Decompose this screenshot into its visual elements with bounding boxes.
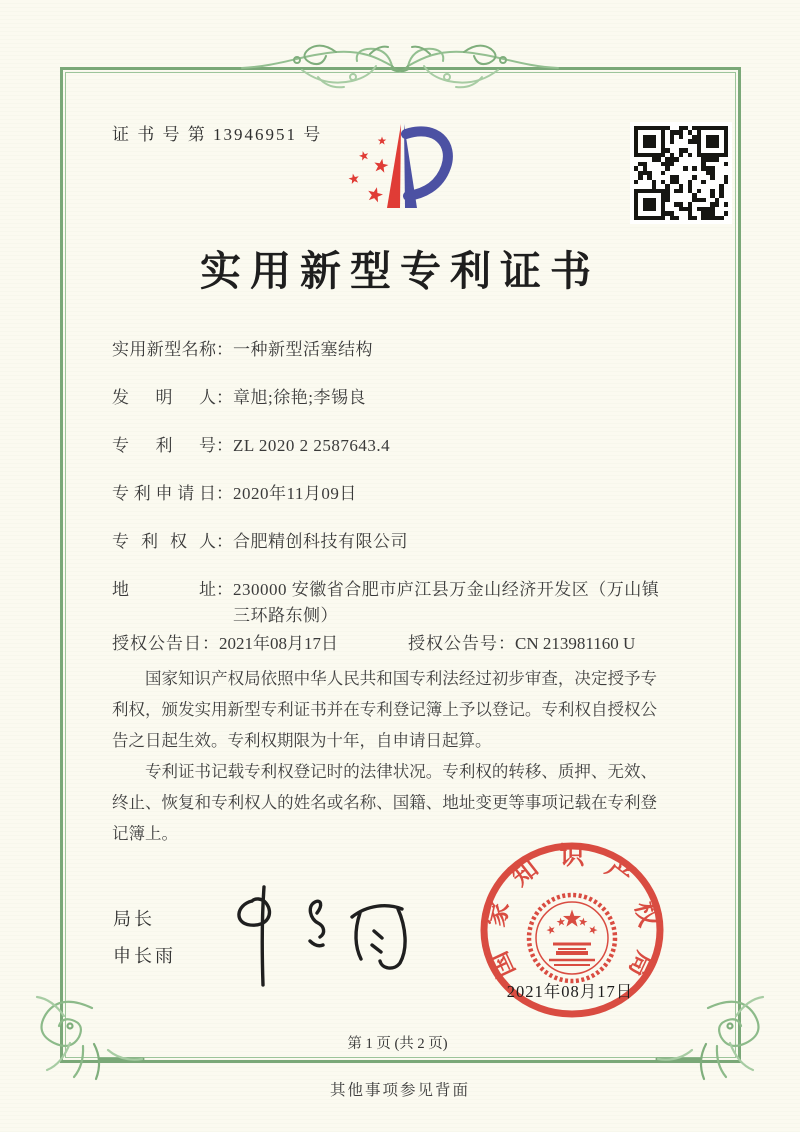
seal-char: 国 bbox=[485, 947, 521, 982]
page-number: 第 1 页 (共 2 页) bbox=[347, 1036, 448, 1052]
signer-name: 申长雨 bbox=[113, 946, 176, 966]
field-value: 2021年08月17日 bbox=[219, 634, 338, 653]
field-colon: ： bbox=[202, 634, 219, 653]
field-value: 合肥精创科技有限公司 bbox=[233, 532, 408, 551]
grant-number-pair bbox=[408, 631, 635, 657]
field-value: 230000 安徽省合肥市庐江县万金山经济开发区（万山镇三环路东侧） bbox=[233, 580, 660, 625]
seal-char: 识 bbox=[559, 843, 585, 870]
field-inventors bbox=[112, 385, 672, 411]
legal-paragraph-1: 国家知识产权局依照中华人民共和国专利法经过初步审查，决定授予专利权，颁发实用新型专利证书并在专利登记簿上予以登记。专利权自授权公告之日起生效。专利权期限为十年，自申请日起算。 bbox=[112, 669, 657, 750]
director-signature-icon bbox=[222, 875, 432, 993]
field-label: 发明人 bbox=[112, 388, 216, 407]
field-colon: ： bbox=[498, 634, 515, 653]
field-colon: ： bbox=[216, 340, 233, 359]
field-label: 专利号 bbox=[112, 436, 216, 455]
field-value: 章旭;徐艳;李锡良 bbox=[233, 388, 366, 407]
field-address bbox=[112, 577, 672, 629]
cnipa-logo-icon bbox=[340, 110, 472, 225]
field-label: 授权公告号 bbox=[408, 634, 498, 653]
field-colon: ： bbox=[216, 580, 233, 599]
field-colon: ： bbox=[216, 484, 233, 503]
seal-char: 权 bbox=[629, 899, 662, 930]
field-colon: ： bbox=[216, 532, 233, 551]
legal-text-block bbox=[112, 663, 657, 849]
field-patentee bbox=[112, 529, 672, 555]
field-label: 授权公告日 bbox=[112, 634, 202, 653]
field-filing-date bbox=[112, 481, 672, 507]
field-colon: ： bbox=[216, 388, 233, 407]
field-label: 地址 bbox=[112, 580, 216, 599]
national-emblem bbox=[529, 895, 615, 981]
certificate-title: 实用新型专利证书 bbox=[200, 248, 600, 294]
field-value: ZL 2020 2 2587643.4 bbox=[233, 436, 391, 455]
field-label: 实用新型名称 bbox=[112, 340, 216, 359]
field-colon: ： bbox=[216, 436, 233, 455]
field-label: 专利申请日 bbox=[112, 484, 216, 503]
field-patent-number bbox=[112, 433, 672, 459]
seal-date: 2021年08月17日 bbox=[506, 982, 634, 1001]
field-utility-model-name bbox=[112, 337, 672, 363]
seal-char: 局 bbox=[623, 947, 659, 982]
legal-paragraph-2: 专利证书记载专利权登记时的法律状况。专利权的转移、质押、无效、终止、恢复和专利权人的姓名或名称、国籍、地址变更等事项记载在专利登记簿上。 bbox=[112, 762, 657, 843]
grant-date-pair bbox=[112, 634, 338, 653]
field-value: 一种新型活塞结构 bbox=[233, 340, 373, 359]
seal-char: 知 bbox=[507, 854, 544, 892]
field-value: CN 213981160 U bbox=[515, 634, 636, 653]
signer-title: 局长 bbox=[113, 909, 155, 929]
qr-code-modules bbox=[634, 126, 728, 220]
seal-char: 家 bbox=[482, 899, 515, 930]
field-value: 2020年11月09日 bbox=[233, 484, 357, 503]
back-side-note: 其他事项参见背面 bbox=[329, 1082, 470, 1099]
certificate-number: 证 书 号 第 13946951 号 bbox=[112, 125, 323, 144]
seal-char: 产 bbox=[600, 854, 637, 892]
qr-code bbox=[630, 122, 732, 224]
field-grant-row bbox=[112, 631, 752, 657]
field-label: 专利权人 bbox=[112, 532, 216, 551]
